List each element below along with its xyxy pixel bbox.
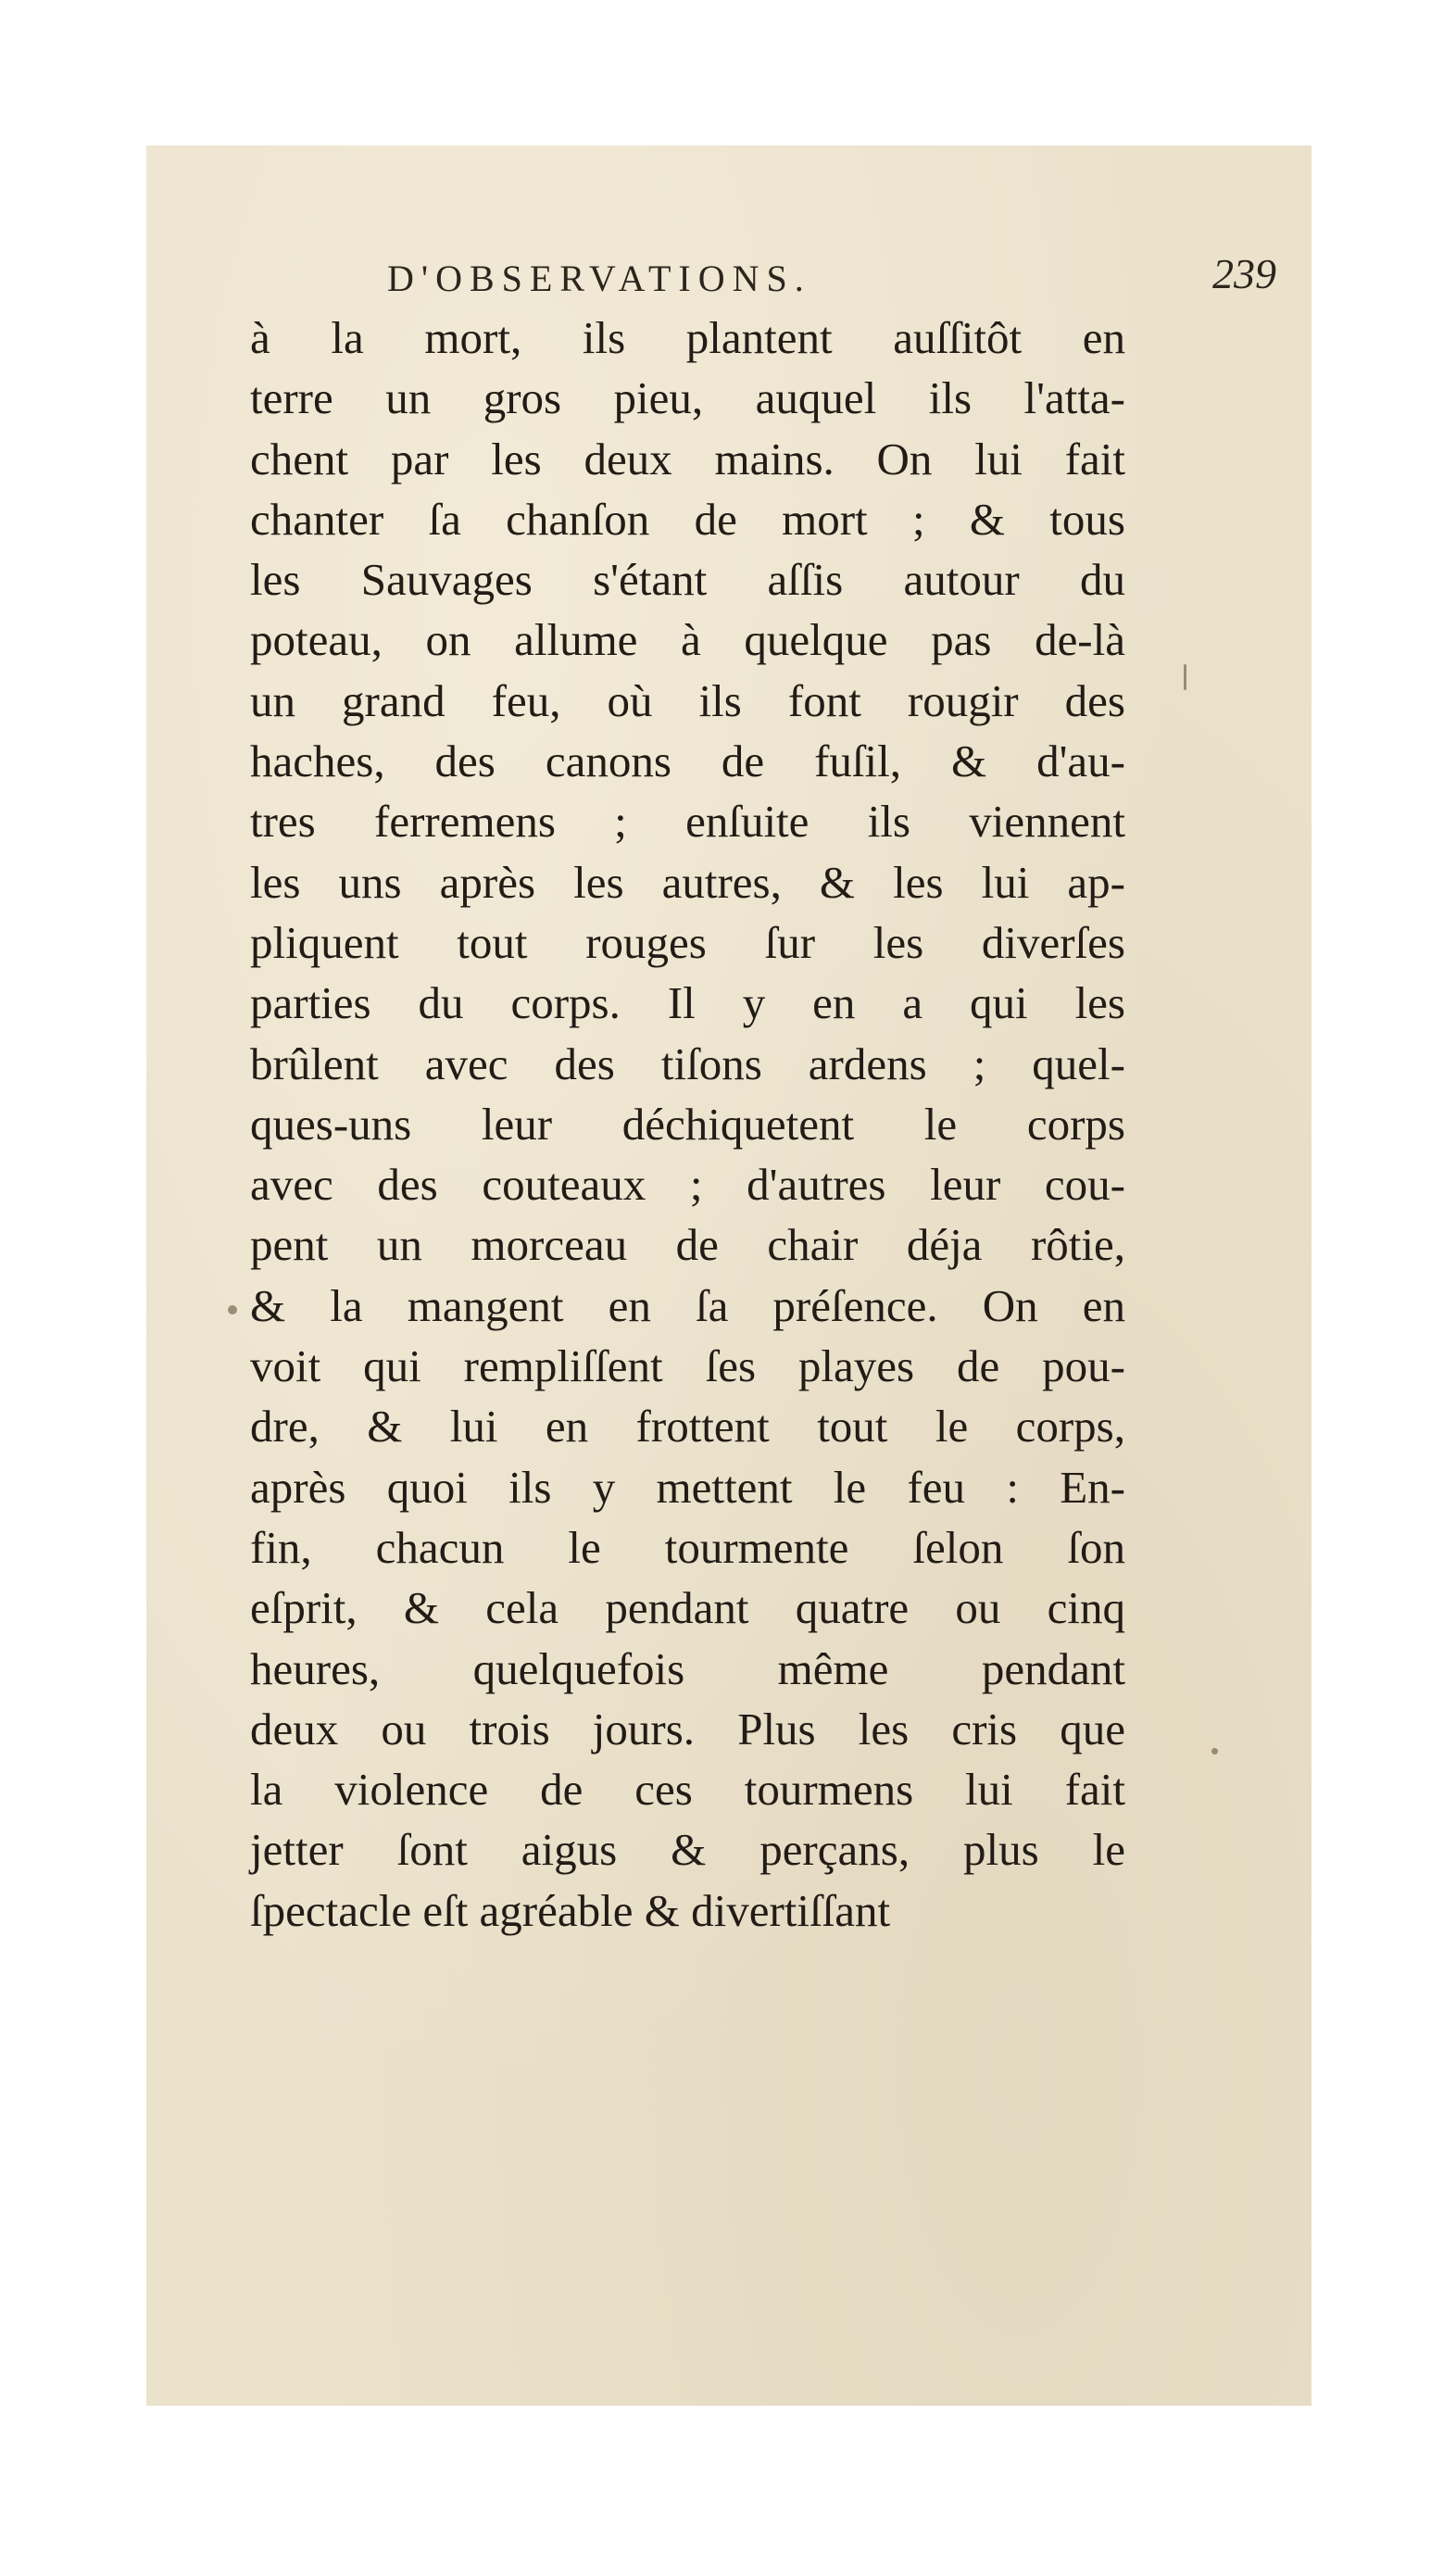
text-line: avec des couteaux ; d'autres leur cou- [250, 1159, 1125, 1211]
text-line: & la mangent en ſa préſence. On en [250, 1279, 1125, 1331]
text-line: les uns après les autres, & les lui ap- [250, 856, 1125, 908]
text-line: deux ou trois jours. Plus les cris que [250, 1703, 1125, 1754]
ink-speck [228, 1305, 237, 1314]
text-line: eſprit, & cela pendant quatre ou cinq [250, 1582, 1125, 1634]
text-line: brûlent avec des tiſons ardens ; quel- [250, 1038, 1125, 1089]
body-text [250, 308, 1125, 1941]
text-line: poteau, on allume à quelque pas de-là [250, 614, 1125, 666]
text-line: heures, quelquefois même pendant [250, 1642, 1125, 1694]
text-line: un grand feu, où ils font rougir des [250, 674, 1125, 726]
text-line: à la mort, ils plantent auſſitôt en [250, 312, 1125, 363]
text-line: les Sauvages s'étant aſſis autour du [250, 554, 1125, 606]
text-line: jetter ſont aigus & perçans, plus le [250, 1824, 1125, 1876]
text-line: voit qui rempliſſent ſes playes de pou- [250, 1340, 1125, 1392]
text-line: haches, des canons de fuſil, & d'au- [250, 736, 1125, 787]
text-line: pent un morceau de chair déja rôtie, [250, 1219, 1125, 1271]
text-line: terre un gros pieu, auquel ils l'atta- [250, 372, 1125, 424]
text-line: la violence de ces tourmens lui fait [250, 1764, 1125, 1816]
text-line: chanter ſa chanſon de mort ; & tous [250, 493, 1125, 545]
running-title: D'OBSERVATIONS. [387, 258, 811, 299]
text-line: tres ferremens ; enſuite ils viennent [250, 796, 1125, 848]
book-page [146, 145, 1312, 2406]
text-line: après quoi ils y mettent le feu : En- [250, 1461, 1125, 1513]
text-line: chent par les deux mains. On lui fait [250, 433, 1125, 484]
ink-speck [1184, 664, 1186, 690]
page-number: 239 [1212, 250, 1276, 297]
running-head [387, 249, 1276, 305]
text-line: parties du corps. Il y en a qui les [250, 977, 1125, 1029]
text-line: dre, & lui en frottent tout le corps, [250, 1401, 1125, 1453]
text-line: pliquent tout rouges ſur les diverſes [250, 916, 1125, 968]
text-line: fin, chacun le tourmente ſelon ſon [250, 1521, 1125, 1573]
ink-speck [1211, 1748, 1218, 1754]
text-line: ſpectacle eſt agréable & divertiſſant [250, 1884, 891, 1936]
text-line: ques-uns leur déchiquetent le corps [250, 1098, 1125, 1150]
